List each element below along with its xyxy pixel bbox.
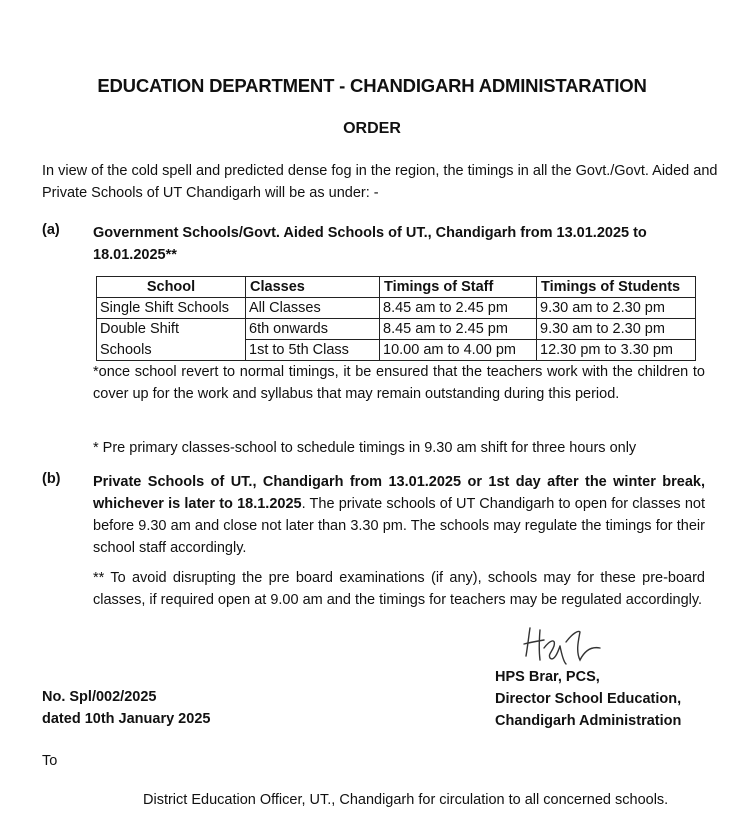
reference-block — [42, 686, 342, 730]
document-title: EDUCATION DEPARTMENT - CHANDIGARH ADMINISTARATION — [97, 75, 647, 96]
table-row — [97, 298, 696, 319]
timings-table — [96, 276, 696, 361]
section-b-marker: (b) — [42, 471, 61, 487]
to-label: To — [42, 753, 58, 769]
table-cell: 9.30 am to 2.30 pm — [537, 298, 696, 319]
signatory-name: HPS Brar, PCS, — [495, 669, 600, 685]
table-header: Timings of Staff — [380, 277, 537, 298]
table-cell: Double Shift — [97, 319, 246, 340]
table-cell: Single Shift Schools — [97, 298, 246, 319]
table-cell: 6th onwards — [246, 319, 380, 340]
table-cell: 10.00 am to 4.00 pm — [380, 340, 537, 361]
signatory-block — [495, 666, 735, 732]
table-header: School — [97, 277, 246, 298]
section-a-heading-line1: Government Schools/Govt. Aided Schools of UT., Chandigarh from 13.01.2025 to — [93, 225, 647, 241]
intro-paragraph: In view of the cold spell and predicted dense fog in the region, the timings in all the Govt./Govt. Aided and Private Schools of UT Chandigarh will be as under: - — [42, 163, 718, 201]
addressee: District Education Officer, UT., Chandigarh for circulation to all concerned schools. — [143, 792, 669, 808]
table-row — [97, 319, 696, 340]
order-number: No. Spl/002/2025 — [42, 689, 157, 705]
order-date: dated 10th January 2025 — [42, 711, 211, 727]
table-header-row — [97, 277, 696, 298]
table-cell: All Classes — [246, 298, 380, 319]
section-a-marker: (a) — [42, 222, 60, 238]
table-header: Classes — [246, 277, 380, 298]
section-a-note-pre-primary: * Pre primary classes-school to schedule timings in 9.30 am shift for three hours only — [93, 440, 637, 456]
section-b-note: ** To avoid disrupting the pre board examinations (if any), schools may for these pre-board classes, if required open at 9.00 am and the timings for teachers may be regulated accordingly. — [93, 570, 705, 608]
table-cell: 1st to 5th Class — [246, 340, 380, 361]
table-header: Timings of Students — [537, 277, 696, 298]
signatory-designation: Director School Education, — [495, 691, 682, 707]
section-b-paragraph — [93, 471, 705, 559]
table-cell: 8.45 am to 2.45 pm — [380, 319, 537, 340]
section-b-text: . The private schools of UT Chandigarh to open for classes not before 9.30 am and close not later than 3.30 pm. The schools may regulate the timings for their school staff accordingly. — [93, 496, 705, 556]
signatory-office: Chandigarh Administration — [495, 713, 682, 729]
table-cell: 9.30 am to 2.30 pm — [537, 319, 696, 340]
section-b-heading: Private Schools of UT., Chandigarh from 13.01.2025 or 1st day after the winter break, whichever is later to 18.1.2025 — [93, 474, 705, 512]
signature — [520, 622, 610, 670]
section-a-heading-line2: 18.01.2025** — [93, 247, 177, 263]
order-heading: ORDER — [343, 120, 401, 137]
table-row — [97, 340, 696, 361]
table-cell: 12.30 pm to 3.30 pm — [537, 340, 696, 361]
section-a-heading — [93, 222, 723, 266]
table-cell: 8.45 am to 2.45 pm — [380, 298, 537, 319]
section-a-note-normal-timings: *once school revert to normal timings, it be ensured that the teachers work with the children to cover up for the work and syllabus that may remain outstanding during this period. — [93, 364, 705, 402]
table-cell: Schools — [97, 340, 246, 361]
